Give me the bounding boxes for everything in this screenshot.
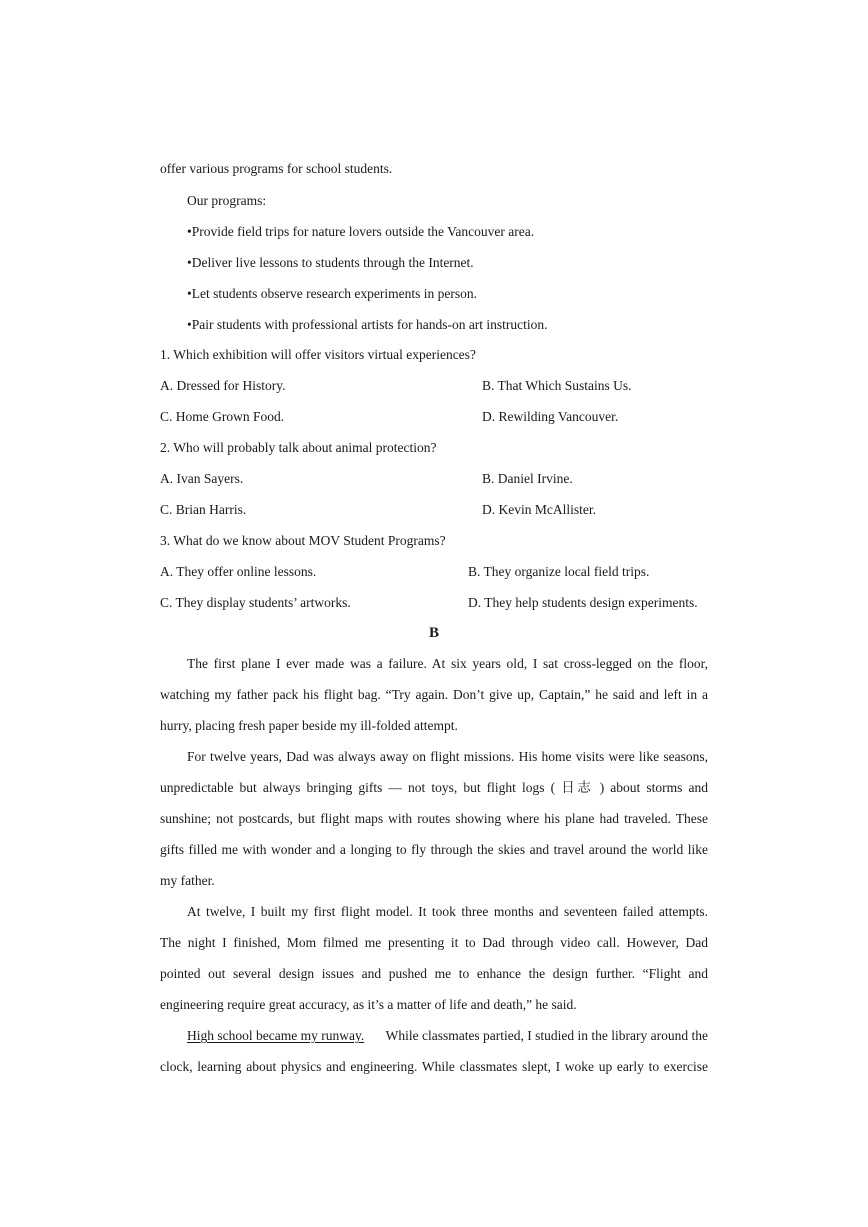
question-option: C. Brian Harris. <box>160 502 247 517</box>
question-option: A. Dressed for History. <box>160 378 286 393</box>
question-option: D. Kevin McAllister. <box>482 502 596 517</box>
programs-heading: Our programs: <box>187 193 267 208</box>
intro-text: offer various programs for school students. <box>160 161 393 176</box>
passage-line: pointed out several design issues and pushed me to enhance the design further. “Flight and <box>160 966 708 981</box>
question-option: B. That Which Sustains Us. <box>482 378 632 393</box>
question-option: B. They organize local field trips. <box>468 564 650 579</box>
question-option: A. Ivan Sayers. <box>160 471 244 486</box>
passage-line: hurry, placing fresh paper beside my ill-folded attempt. <box>160 718 458 733</box>
passage-line: The night I finished, Mom filmed me presenting it to Dad through video call. However, Dad <box>160 935 708 950</box>
passage-line: watching my father pack his flight bag. “Try again. Don’t give up, Captain,” he said and left in a <box>160 687 708 702</box>
question-option: A. They offer online lessons. <box>160 564 317 579</box>
passage-line: The first plane I ever made was a failure. At six years old, I sat cross-legged on the floor, <box>187 656 708 671</box>
passage-line: my father. <box>160 873 215 888</box>
passage-line: clock, learning about physics and engineering. While classmates slept, I woke up early to exercise <box>160 1059 708 1074</box>
passage-line: engineering require great accuracy, as it’s a matter of life and death,” he said. <box>160 997 577 1012</box>
question-option: B. Daniel Irvine. <box>482 471 573 486</box>
question-option: D. They help students design experiments. <box>468 595 698 610</box>
passage-line: unpredictable but always bringing gifts — not toys, but flight logs ( 日志 ) about storms and <box>160 780 708 795</box>
question-stem: 1. Which exhibition will offer visitors virtual experiences? <box>160 347 476 362</box>
question-stem: 3. What do we know about MOV Student Programs? <box>160 533 446 548</box>
section-title: B <box>428 625 439 641</box>
passage-line: gifts filled me with wonder and a longing to fly through the skies and travel around the world like <box>160 842 708 857</box>
question-option: C. Home Grown Food. <box>160 409 285 424</box>
program-item: •Provide field trips for nature lovers outside the Vancouver area. <box>187 224 535 239</box>
passage-line: At twelve, I built my first flight model. It took three months and seventeen failed attempts. <box>187 904 708 919</box>
program-item: •Let students observe research experiments in person. <box>187 286 478 301</box>
question-stem: 2. Who will probably talk about animal protection? <box>160 440 437 455</box>
passage-line: For twelve years, Dad was always away on flight missions. His home visits were like seasons, <box>187 749 708 764</box>
question-option: C. They display students’ artworks. <box>160 595 351 610</box>
passage-line-rest: While classmates partied, I studied in the library around the <box>385 1028 708 1043</box>
program-item: •Pair students with professional artists for hands-on art instruction. <box>187 317 548 332</box>
underlined-phrase: High school became my runway. <box>187 1028 365 1043</box>
program-item: •Deliver live lessons to students through the Internet. <box>187 255 474 270</box>
question-option: D. Rewilding Vancouver. <box>482 409 619 424</box>
passage-line <box>187 1028 708 1044</box>
passage-line: sunshine; not postcards, but flight maps with routes showing where his plane had traveled. These <box>160 811 708 826</box>
